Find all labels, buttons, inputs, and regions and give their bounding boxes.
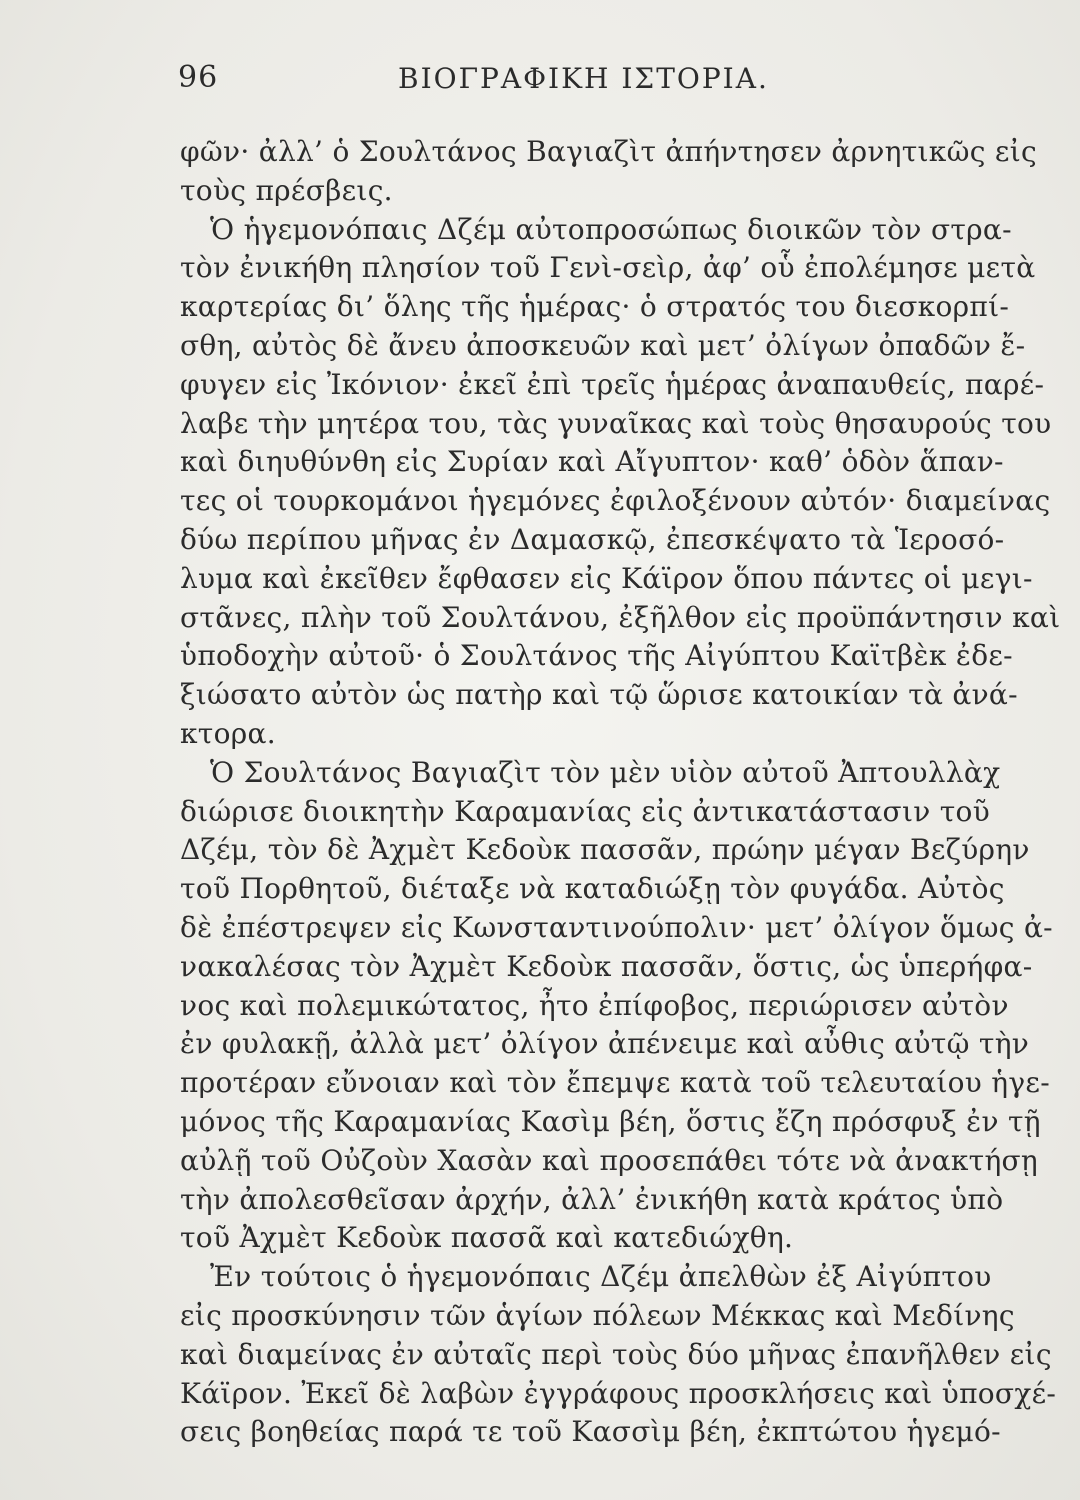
text-line: στᾶνες, πλὴν τοῦ Σουλτάνου, ἐξῆλθον εἰς προϋπάντησιν καὶ <box>180 600 1061 634</box>
text-line: μόνος τῆς Καραμανίας Κασὶμ βέη, ὅστις ἔζη πρόσφυξ ἐν τῇ <box>180 1104 1041 1138</box>
text-line: τοῦ Πορθητοῦ, διέταξε νὰ καταδιώξῃ τὸν φυγάδα. Αὐτὸς <box>180 872 1005 906</box>
paragraph-start-line: Ἐν τούτοις ὁ ἡγεμονόπαις Δζέμ ἀπελθὼν ἐξ Αἰγύπτου <box>210 1260 992 1294</box>
text-line: τὴν ἀπολεσθεῖσαν ἀρχήν, ἀλλ’ ἐνικήθη κατὰ κράτος ὑπὸ <box>180 1182 1004 1216</box>
text-line: διώρισε διοικητὴν Καραμανίας εἰς ἀντικατάστασιν τοῦ <box>180 794 991 828</box>
text-line: δὲ ἐπέστρεψεν εἰς Κωνσταντινούπολιν· μετ’ ὀλίγον ὅμως ἀ- <box>180 910 1053 944</box>
text-line: τοῦ Ἀχμὲτ Κεδοὺκ πασσᾶ καὶ κατεδιώχθη. <box>180 1221 794 1255</box>
text-line: νος καὶ πολεμικώτατος, ἦτο ἐπίφοβος, περιώρισεν αὐτὸν <box>180 988 1009 1022</box>
running-title: ΒΙΟΓΡΑΦΙΚΗ ΙΣΤΟΡΙΑ. <box>398 62 769 95</box>
text-line: προτέραν εὔνοιαν καὶ τὸν ἔπεμψε κατὰ τοῦ τελευταίου ἡγε- <box>180 1066 1050 1100</box>
text-line: λυμα καὶ ἐκεῖθεν ἔφθασεν εἰς Κάϊρον ὅπου πάντες οἱ μεγι- <box>180 561 1033 595</box>
text-line: νακαλέσας τὸν Ἀχμὲτ Κεδοὺκ πασσᾶν, ὅστις, ὡς ὑπερήφα- <box>180 949 1033 983</box>
text-line: εἰς προσκύνησιν τῶν ἁγίων πόλεων Μέκκας καὶ Μεδίνης <box>180 1298 1015 1332</box>
text-line: καὶ διηυθύνθη εἰς Συρίαν καὶ Αἴγυπτον· καθ’ ὁδὸν ἅπαν- <box>180 445 1004 479</box>
text-line: σθη, αὐτὸς δὲ ἄνευ ἀποσκευῶν καὶ μετ’ ὀλίγων ὀπαδῶν ἔ- <box>180 328 1026 362</box>
text-line: σεις βοηθείας παρά τε τοῦ Κασσὶμ βέη, ἐκπτώτου ἡγεμό- <box>180 1415 1001 1449</box>
paragraph-start-line: Ὁ ἡγεμονόπαις Δζέμ αὐτοπροσώπως διοικῶν τὸν στρα- <box>210 212 1012 246</box>
text-line: καρτερίας δι’ ὅλης τῆς ἡμέρας· ὁ στρατός του διεσκορπί- <box>180 290 1010 324</box>
text-line: ἐν φυλακῇ, ἀλλὰ μετ’ ὀλίγον ἀπένειμε καὶ αὖθις αὐτῷ τὴν <box>180 1027 1030 1061</box>
text-line: λαβε τὴν μητέρα του, τὰς γυναῖκας καὶ τοὺς θησαυρούς του <box>180 406 1052 440</box>
text-line: ξιώσατο αὐτὸν ὡς πατὴρ καὶ τῷ ὥρισε κατοικίαν τὰ ἀνά- <box>180 678 1018 712</box>
text-line: δύω περίπου μῆνας ἐν Δαμασκῷ, ἐπεσκέψατο τὰ Ἱεροσό- <box>180 522 1005 556</box>
text-line: Δζέμ, τὸν δὲ Ἀχμὲτ Κεδοὺκ πασσᾶν, πρώην μέγαν Βεζύρην <box>180 833 1030 867</box>
text-line: Κάϊρον. Ἐκεῖ δὲ λαβὼν ἐγγράφους προσκλήσεις καὶ ὑποσχέ- <box>180 1376 1057 1410</box>
running-head <box>178 60 998 110</box>
text-line: φῶν· ἀλλ’ ὁ Σουλτάνος Βαγιαζὶτ ἀπήντησεν ἀρνητικῶς εἰς <box>180 135 1037 168</box>
page-number: 96 <box>178 60 219 95</box>
text-line: φυγεν εἰς Ἰκόνιον· ἐκεῖ ἐπὶ τρεῖς ἡμέρας ἀναπαυθείς, παρέ- <box>180 367 1045 401</box>
text-line: κτορα. <box>180 716 276 750</box>
text-line: τὸν ἐνικήθη πλησίον τοῦ Γενὶ-σεὶρ, ἀφ’ οὗ ἐπολέμησε μετὰ <box>180 251 1036 285</box>
text-line: ὑποδοχὴν αὐτοῦ· ὁ Σουλτάνος τῆς Αἰγύπτου Καϊτβὲκ ἐδε- <box>180 639 1013 673</box>
text-line: τες οἱ τουρκομάνοι ἡγεμόνες ἐφιλοξένουν αὐτόν· διαμείνας <box>180 484 1051 518</box>
text-line: αὐλῇ τοῦ Οὐζοὺν Χασὰν καὶ προσεπάθει τότε νὰ ἀνακτήσῃ <box>180 1143 1039 1177</box>
text-line: καὶ διαμείνας ἐν αὐταῖς περὶ τοὺς δύο μῆνας ἐπανῆλθεν εἰς <box>180 1337 1052 1371</box>
body-text <box>180 133 1061 1452</box>
paragraph-start-line: Ὁ Σουλτάνος Βαγιαζὶτ τὸν μὲν υἱὸν αὐτοῦ Ἀπτουλλὰχ <box>210 755 1001 789</box>
text-line: τοὺς πρέσβεις. <box>180 173 393 207</box>
